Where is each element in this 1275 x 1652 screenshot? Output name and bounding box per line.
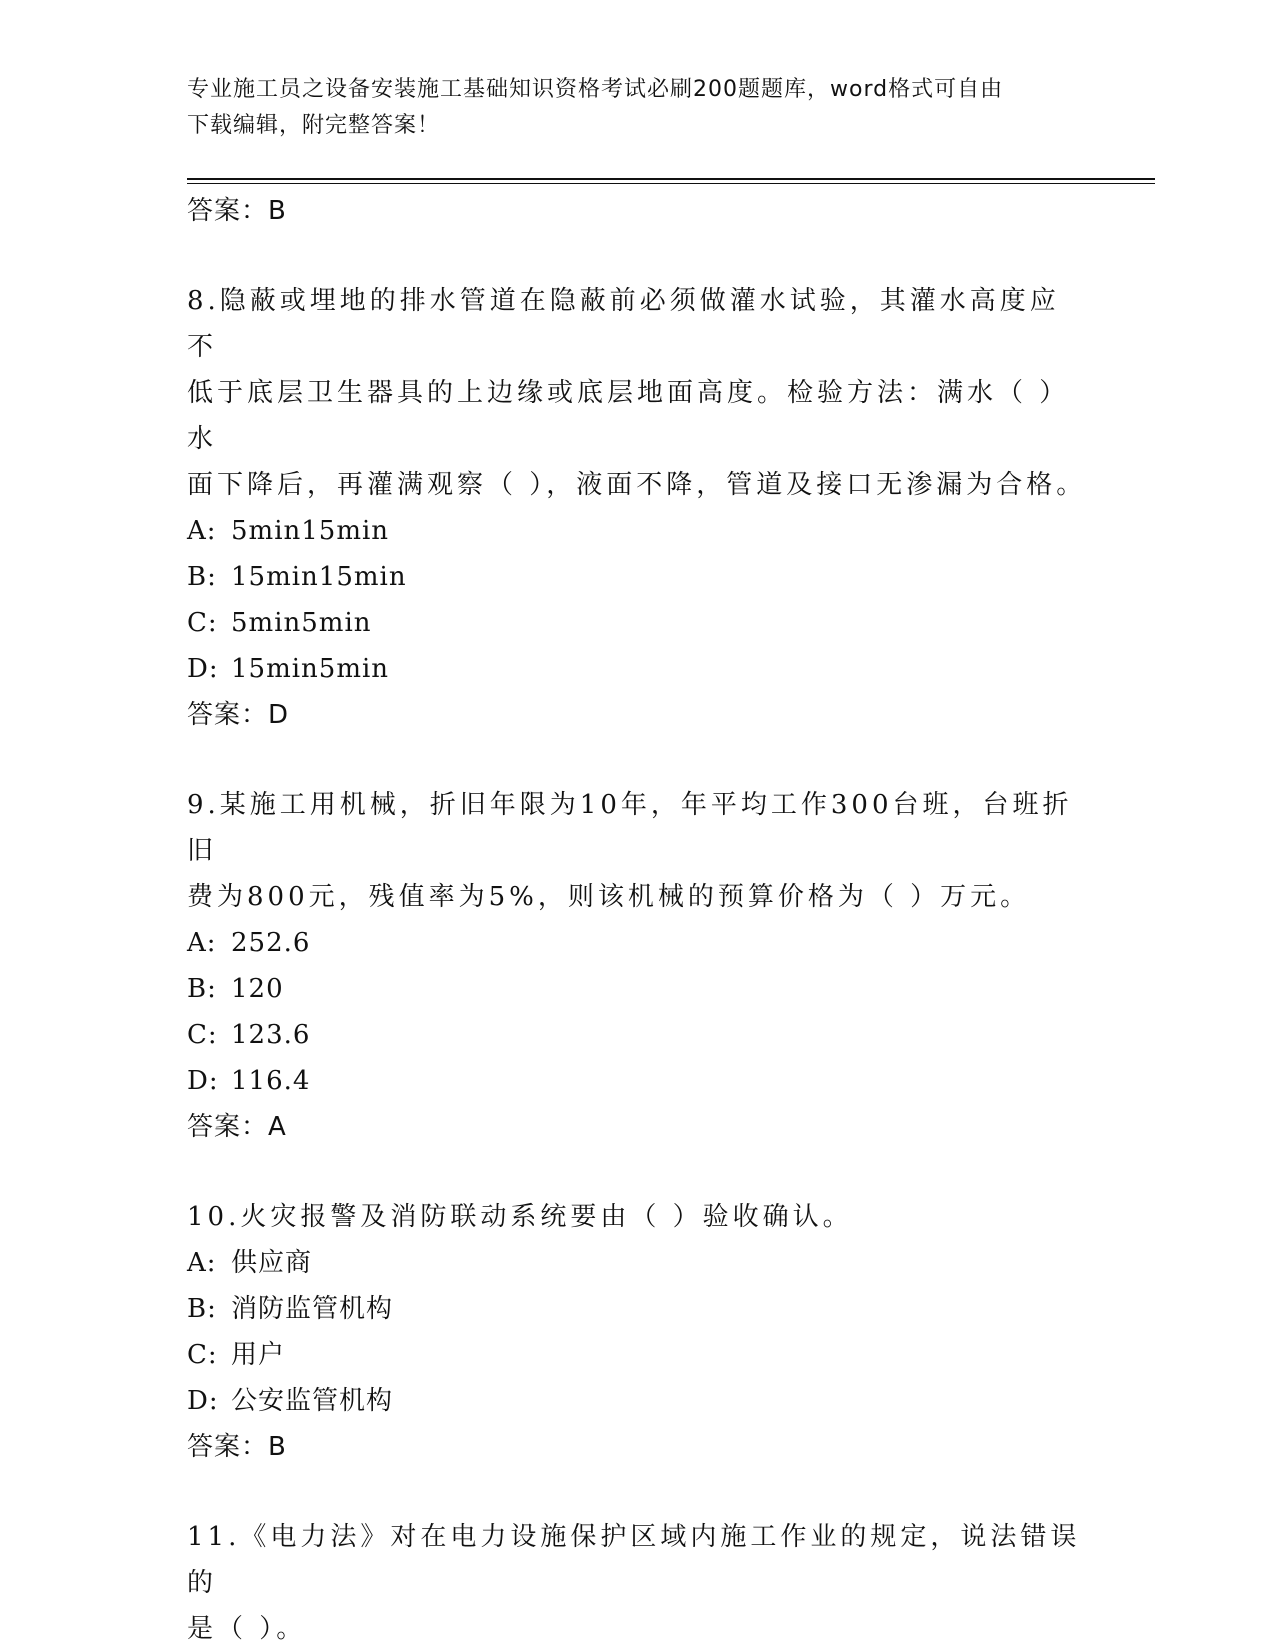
option-key: A: xyxy=(187,516,217,546)
question-stem: 9.某施工用机械，折旧年限为10年，年平均工作300台班，台班折旧 xyxy=(187,790,1073,866)
option-key: A: xyxy=(187,928,217,958)
option-key: D: xyxy=(187,654,219,684)
answer-line: 答案：A xyxy=(187,1112,287,1142)
option-key: C: xyxy=(187,1340,218,1370)
option-text: 15min15min xyxy=(231,562,407,592)
option-d xyxy=(187,646,1087,692)
option-c xyxy=(187,1012,1087,1058)
question-stem: 费为800元，残值率为5%，则该机械的预算价格为（ ）万元。 xyxy=(187,882,1031,912)
option-key: B: xyxy=(187,1294,217,1324)
spacer xyxy=(187,1150,1087,1194)
option-b xyxy=(187,966,1087,1012)
option-text: 供应商 xyxy=(231,1248,313,1278)
answer-line: 答案：B xyxy=(187,1432,287,1462)
option-text: 123.6 xyxy=(231,1020,311,1050)
option-b xyxy=(187,554,1087,600)
option-a xyxy=(187,920,1087,966)
question-block xyxy=(187,782,1087,1150)
question-stem: 10.火灾报警及消防联动系统要由（ ）验收确认。 xyxy=(187,1202,853,1232)
option-key: C: xyxy=(187,608,218,638)
option-text: 5min5min xyxy=(231,608,372,638)
header-divider-thin xyxy=(187,183,1155,184)
option-a xyxy=(187,508,1087,554)
option-key: B: xyxy=(187,562,217,592)
option-text: 用户 xyxy=(231,1340,286,1370)
question-stem: 8.隐蔽或埋地的排水管道在隐蔽前必须做灌水试验，其灌水高度应不 xyxy=(187,286,1060,362)
question-block xyxy=(187,1514,1087,1652)
option-c xyxy=(187,1332,1087,1378)
option-text: 15min5min xyxy=(231,654,390,684)
option-c xyxy=(187,600,1087,646)
option-d xyxy=(187,1058,1087,1104)
option-text: 252.6 xyxy=(231,928,311,958)
option-text: 5min15min xyxy=(231,516,390,546)
spacer xyxy=(187,1470,1087,1514)
question-stem: 11.《电力法》对在电力设施保护区域内施工作业的规定，说法错误的 xyxy=(187,1522,1081,1598)
answer-line: 答案：D xyxy=(187,700,290,730)
option-d xyxy=(187,1378,1087,1424)
option-key: A: xyxy=(187,1248,217,1278)
question-stem: 低于底层卫生器具的上边缘或底层地面高度。检验方法：满水（ ）水 xyxy=(187,378,1070,454)
question-block xyxy=(187,278,1087,738)
spacer xyxy=(187,738,1087,782)
header-title-line-1: 专业施工员之设备安装施工基础知识资格考试必刷200题题库，word格式可自由 xyxy=(187,77,1004,102)
option-key: D: xyxy=(187,1066,219,1096)
answer-line: 答案：B xyxy=(187,196,287,226)
option-text: 116.4 xyxy=(231,1066,311,1096)
header-divider-thick xyxy=(187,178,1155,180)
question-list xyxy=(187,188,1087,1652)
option-text: 消防监管机构 xyxy=(231,1294,394,1324)
option-text: 公安监管机构 xyxy=(231,1386,394,1416)
question-stem: 是（ ）。 xyxy=(187,1614,307,1644)
option-key: B: xyxy=(187,974,217,1004)
option-key: C: xyxy=(187,1020,218,1050)
question-stem: 面下降后，再灌满观察（ ），液面不降，管道及接口无渗漏为合格。 xyxy=(187,470,1087,500)
spacer xyxy=(187,234,1087,278)
header-title-line-2: 下载编辑，附完整答案！ xyxy=(187,113,441,138)
option-key: D: xyxy=(187,1386,219,1416)
question-block xyxy=(187,1194,1087,1470)
option-b xyxy=(187,1286,1087,1332)
page-header xyxy=(187,72,1087,144)
option-a xyxy=(187,1240,1087,1286)
option-text: 120 xyxy=(231,974,284,1004)
